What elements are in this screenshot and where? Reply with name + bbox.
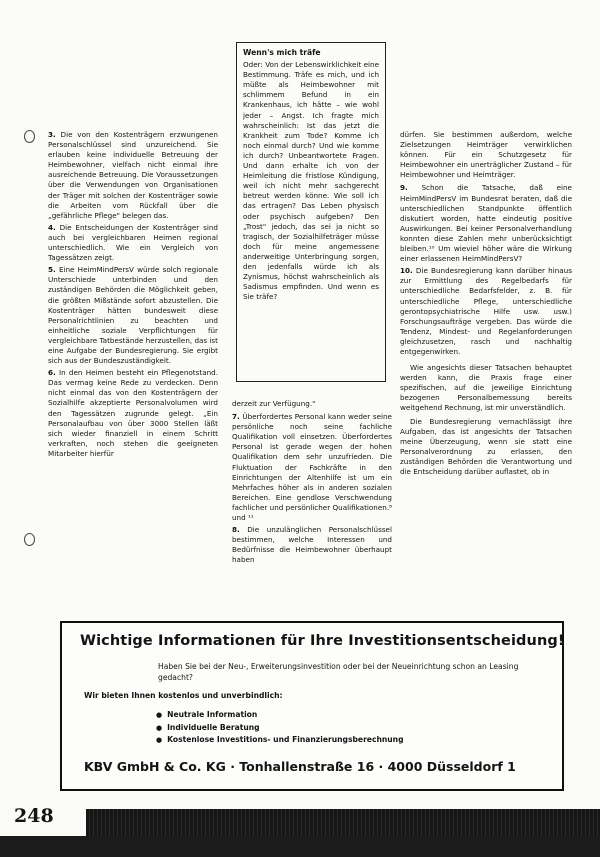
advertisement-title: Wichtige Informationen für Ihre Investitionsentscheidung! xyxy=(80,633,565,649)
page-number: 248 xyxy=(14,805,54,827)
column-left xyxy=(48,130,218,600)
list-item: 7. Überfordertes Personal kann weder seine persönliche noch seine fachliche Qualifikation voll einsetzen. Überfordertes Personal ist gerade wegen der hohen Qualifikation dem sehr unzufrieden. Die Fluktuation der Fachkräfte in den Einrichtungen der Altenhilfe ist um ein Mehrfaches höher als in anderen sozialen Bereichen. Eine gendlose Verschwendung fachlicher und persönlicher Qualifikationen.⁸ und ¹¹ xyxy=(232,412,392,523)
sidebar-box-title: Wenn's mich träfe xyxy=(243,48,321,57)
paragraph: Wie angesichts dieser Tatsachen behauptet werden kann, die Praxis frage einer spezifischen, auf die jeweilige Einrichtung bezogenen Personalbemessung bereits weitgehend Rechnung, ist mir unverständlich. xyxy=(400,363,572,413)
column-middle xyxy=(232,399,392,599)
sidebar-box xyxy=(236,42,386,382)
paragraph: dürfen. Sie bestimmen außerdom, welche Zielsetzungen Heimträger verwirklichen können. Für ein Schutzgesetz für Heimbewohner ein unerträglicher Zustand – für Heimbewohner und Heimträger. xyxy=(400,130,572,180)
paragraph: Die Bundesregierung vernachlässigt ihre Aufgaben, das ist angesichts der Tatsachen meine Überzeugung, wenn sie statt eine Personalverordnung zu erlassen, den zuständigen Behörden die Verantwortung und die Entscheidung darüber auflastet, ob in xyxy=(400,416,572,476)
list-item: ● Kostenlose Investitions- und Finanzierungsberechnung xyxy=(156,734,404,747)
punch-hole-icon xyxy=(24,533,35,546)
list-item: 6. In den Heimen besteht ein Pflegenotstand. Das vermag keine Rede zu verdecken. Denn nicht einmal das von den Kostenträgern der Sozialhilfe akzeptierte Personalvolumen wird den Tagessätzen zugrunde gelegt. „Ein Personalaufbau von über 3000 Stellen läßt sich wieder finanziell in einem Schritt verkraften, noch stehen die geeigneten Mitarbeiter hierfür xyxy=(48,368,218,458)
list-item: 3. Die von den Kostenträgern erzwungenen Personalschlüssel sind unzureichend. Sie erlauben keine individuelle Betreuung der Heimbewohner, vielfach nicht einmal ihre ausreichende Betreuung. Die Voraussetzungen über die Verwendungen von Organisationen der Träger mit solchen der Kostenträger sowie die Arbeiten vom Rückfall über die „gefährliche Pflege" belegen das. xyxy=(48,130,218,220)
list-item: 10. Die Bundesregierung kann darüber hinaus zur Ermittlung des Regelbedarfs für unterschiedliche Bedarfsfelder, z. B. für unterschiedliche Pflege, unterschiedliche gerontopsychiatrische Hilfe usw. usw.) Forschungsaufträge vergeben. Das würde die Tendenz, Mindest- und Regelanforderungen gleichzusetzen, rasch und nachhaltig entgegenwirken. xyxy=(400,266,572,356)
list-item: ● Neutrale Information xyxy=(156,709,404,722)
advertisement-lead: Haben Sie bei der Neu-, Erweiterungsinvestition oder bei der Neueinrichtung schon an Leasing gedacht? xyxy=(158,662,519,682)
list-item: 5. Eine HeimMindPersV würde solch regionale Unterschiede unterbinden und den zuständigen Behörden die Möglichkeit geben, die größten Mißstände sofort abzustellen. Die Kostenträger hätten bundesweit diese Personalrichtlinien zu beachten und einheitliche soziale Verpflichtungen für vergleichbare Tatbestände herzustellen, das ist eine Aufgabe der Bundesregierung. Sie ergibt sich aus der Bundeszuständigkeit. xyxy=(48,265,218,366)
punch-hole-icon xyxy=(24,130,35,143)
list-item: ● Individuelle Beratung xyxy=(156,722,404,735)
advertisement-bullets xyxy=(156,709,404,747)
list-item: 9. Schon die Tatsache, daß eine HeimMindPersV im Bundesrat beraten, daß die unterschiedlichen Standpunkte öffentlich diskutiert worden, hatte eindeutig positive Auswirkungen. Bei keiner Personalverhandlung konnten diese Zahlen mehr unberücksichtigt bleiben.¹⁰ Um wieviel höher wäre die Wirkung einer erlassenen HeimMindPersV? xyxy=(400,183,572,264)
advertisement-box xyxy=(60,621,564,791)
list-item: 4. Die Entscheidungen der Kostenträger sind auch bei vergleichbaren Heimen regional unterschiedlich. Wie ein Vergleich von Tagessätzen zeigt. xyxy=(48,222,218,263)
advertisement-company: KBV GmbH & Co. KG · Tonhallenstraße 16 · 4000 Düsseldorf 1 xyxy=(84,759,516,774)
column-right xyxy=(400,130,572,600)
paragraph: derzeit zur Verfügung." xyxy=(232,399,316,408)
sidebar-box-body: Oder: Von der Lebenswirklichkeit eine Bestimmung. Träfe es mich, und ich müßte als Heimbewohner mit schlimmem Befund in ein Krankenhaus, ich hätte – wie wohl jeder – Angst. Ich fragte mich wahrscheinlich: Ist das jetzt die Krankheit zum Tode? Komme ich noch einmal durch? Und wie komme ich durch? Unbeantwortete Fragen. Und dann erhalte ich von der Heimleitung die fristlose Kündigung, weil ich nicht mehr sachgerecht betreut werden könne. Wie soll ich das ertragen? Das Leben physisch oder psychisch aufgeben? Den „Trost" jedoch, das sei ja nicht so tragisch, der Sozialhilfeträger müsse doch für meine angemessene anderweitige Unterbringung sorgen, den jedenfalls würde ich als Zynismus, höchst wahrscheinlich als Sadismus empfinden. Und wenn es Sie träfe? xyxy=(243,60,379,302)
footer-bar-lower xyxy=(0,836,600,857)
advertisement-offer: Wir bieten Ihnen kostenlos und unverbindlich: xyxy=(84,691,283,700)
list-item: 8. Die unzulänglichen Personalschlüssel bestimmen, welche Interessen und Bedürfnisse die Heimbewohner überhaupt haben xyxy=(232,525,392,565)
